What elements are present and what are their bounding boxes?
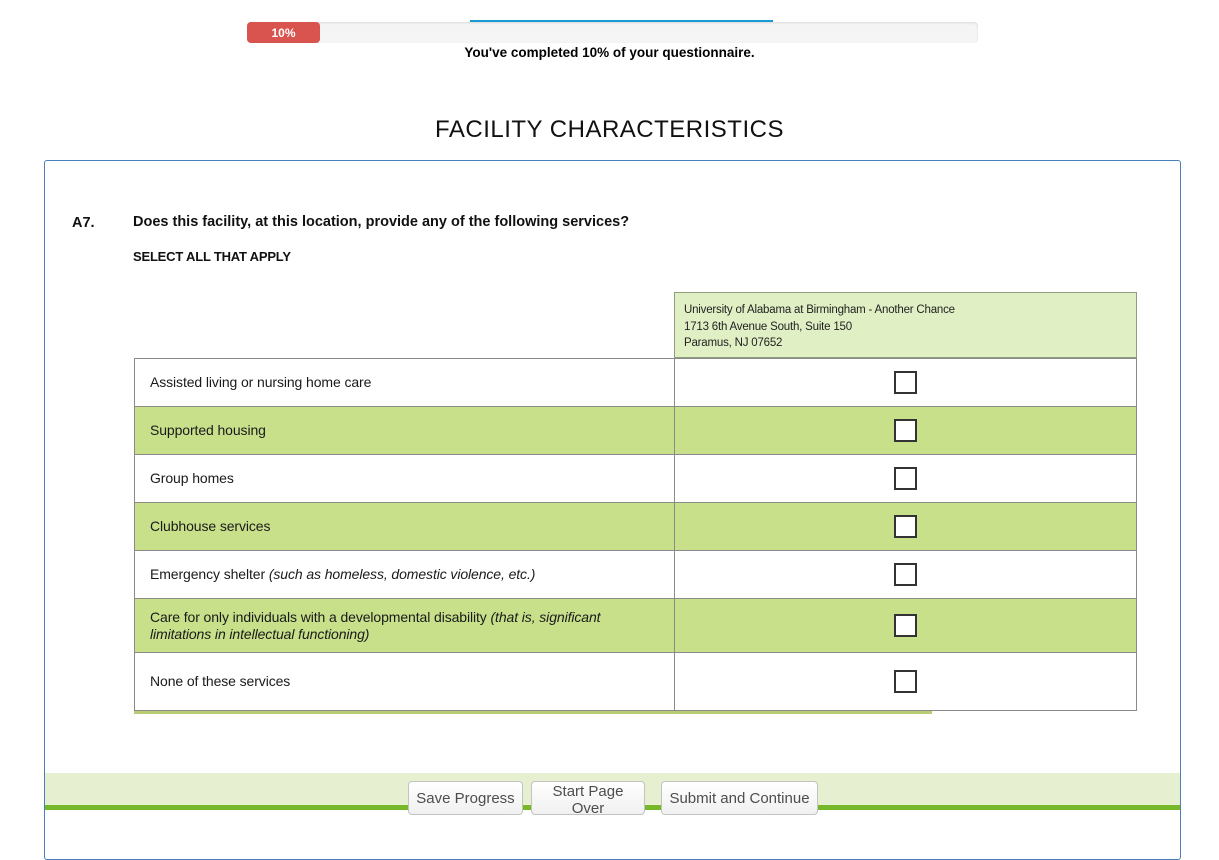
service-label-italic: (such as homeless, domestic violence, etc.) — [265, 566, 536, 582]
checkbox-cell — [675, 599, 1136, 652]
facility-address-line2: Paramus, NJ 07652 — [684, 337, 783, 349]
table-row — [135, 407, 1136, 455]
page-title: FACILITY CHARACTERISTICS — [435, 116, 784, 144]
save-progress-button[interactable]: Save Progress — [408, 781, 523, 815]
grid-header-row — [134, 292, 1137, 358]
grid-header-spacer — [134, 292, 674, 358]
table-row — [135, 455, 1136, 503]
question-number: A7. — [72, 215, 95, 231]
table-bottom-accent — [134, 711, 932, 714]
services-grid — [134, 292, 1137, 714]
service-checkbox[interactable] — [894, 419, 917, 442]
start-page-over-button[interactable]: Start Page Over — [531, 781, 645, 815]
service-label: Care for only individuals with a developmental disability (that is, significant limitations in intellectual functioning) — [135, 599, 675, 652]
progress-completed-text: You've completed 10% of your questionnaire. — [464, 45, 755, 60]
question-panel — [44, 160, 1181, 860]
facility-header-cell — [674, 292, 1137, 358]
checkbox-cell — [675, 503, 1136, 550]
service-rows — [134, 358, 1137, 711]
service-checkbox[interactable] — [894, 371, 917, 394]
submit-and-continue-button[interactable]: Submit and Continue — [661, 781, 818, 815]
checkbox-cell — [675, 455, 1136, 502]
service-label-italic: (that is, significant limitations in intellectual functioning) — [150, 608, 601, 642]
service-checkbox[interactable] — [894, 563, 917, 586]
service-checkbox[interactable] — [894, 515, 917, 538]
service-label: Supported housing — [135, 407, 675, 454]
checkbox-cell — [675, 551, 1136, 598]
service-label: Clubhouse services — [135, 503, 675, 550]
service-checkbox[interactable] — [894, 614, 917, 637]
progress-bar-fill — [247, 22, 320, 43]
table-row — [135, 653, 1136, 711]
progress-percent-label: 10% — [271, 25, 296, 40]
service-label: Assisted living or nursing home care — [135, 359, 675, 406]
table-row — [135, 551, 1136, 599]
checkbox-cell — [675, 359, 1136, 406]
table-row — [135, 359, 1136, 407]
facility-address-line1: 1713 6th Avenue South, Suite 150 — [684, 320, 852, 333]
service-checkbox[interactable] — [894, 467, 917, 490]
service-label: None of these services — [135, 653, 675, 710]
question-text: Does this facility, at this location, provide any of the following services? — [133, 214, 630, 230]
service-checkbox[interactable] — [894, 670, 917, 693]
checkbox-cell — [675, 407, 1136, 454]
facility-name: University of Alabama at Birmingham - Another Chance — [684, 304, 955, 316]
question-instruction: SELECT ALL THAT APPLY — [133, 249, 291, 264]
progress-bar-track — [247, 22, 978, 43]
service-label: Group homes — [135, 455, 675, 502]
checkbox-cell — [675, 653, 1136, 710]
service-label: Emergency shelter (such as homeless, domestic violence, etc.) — [135, 551, 675, 598]
table-row — [135, 599, 1136, 653]
table-row — [135, 503, 1136, 551]
